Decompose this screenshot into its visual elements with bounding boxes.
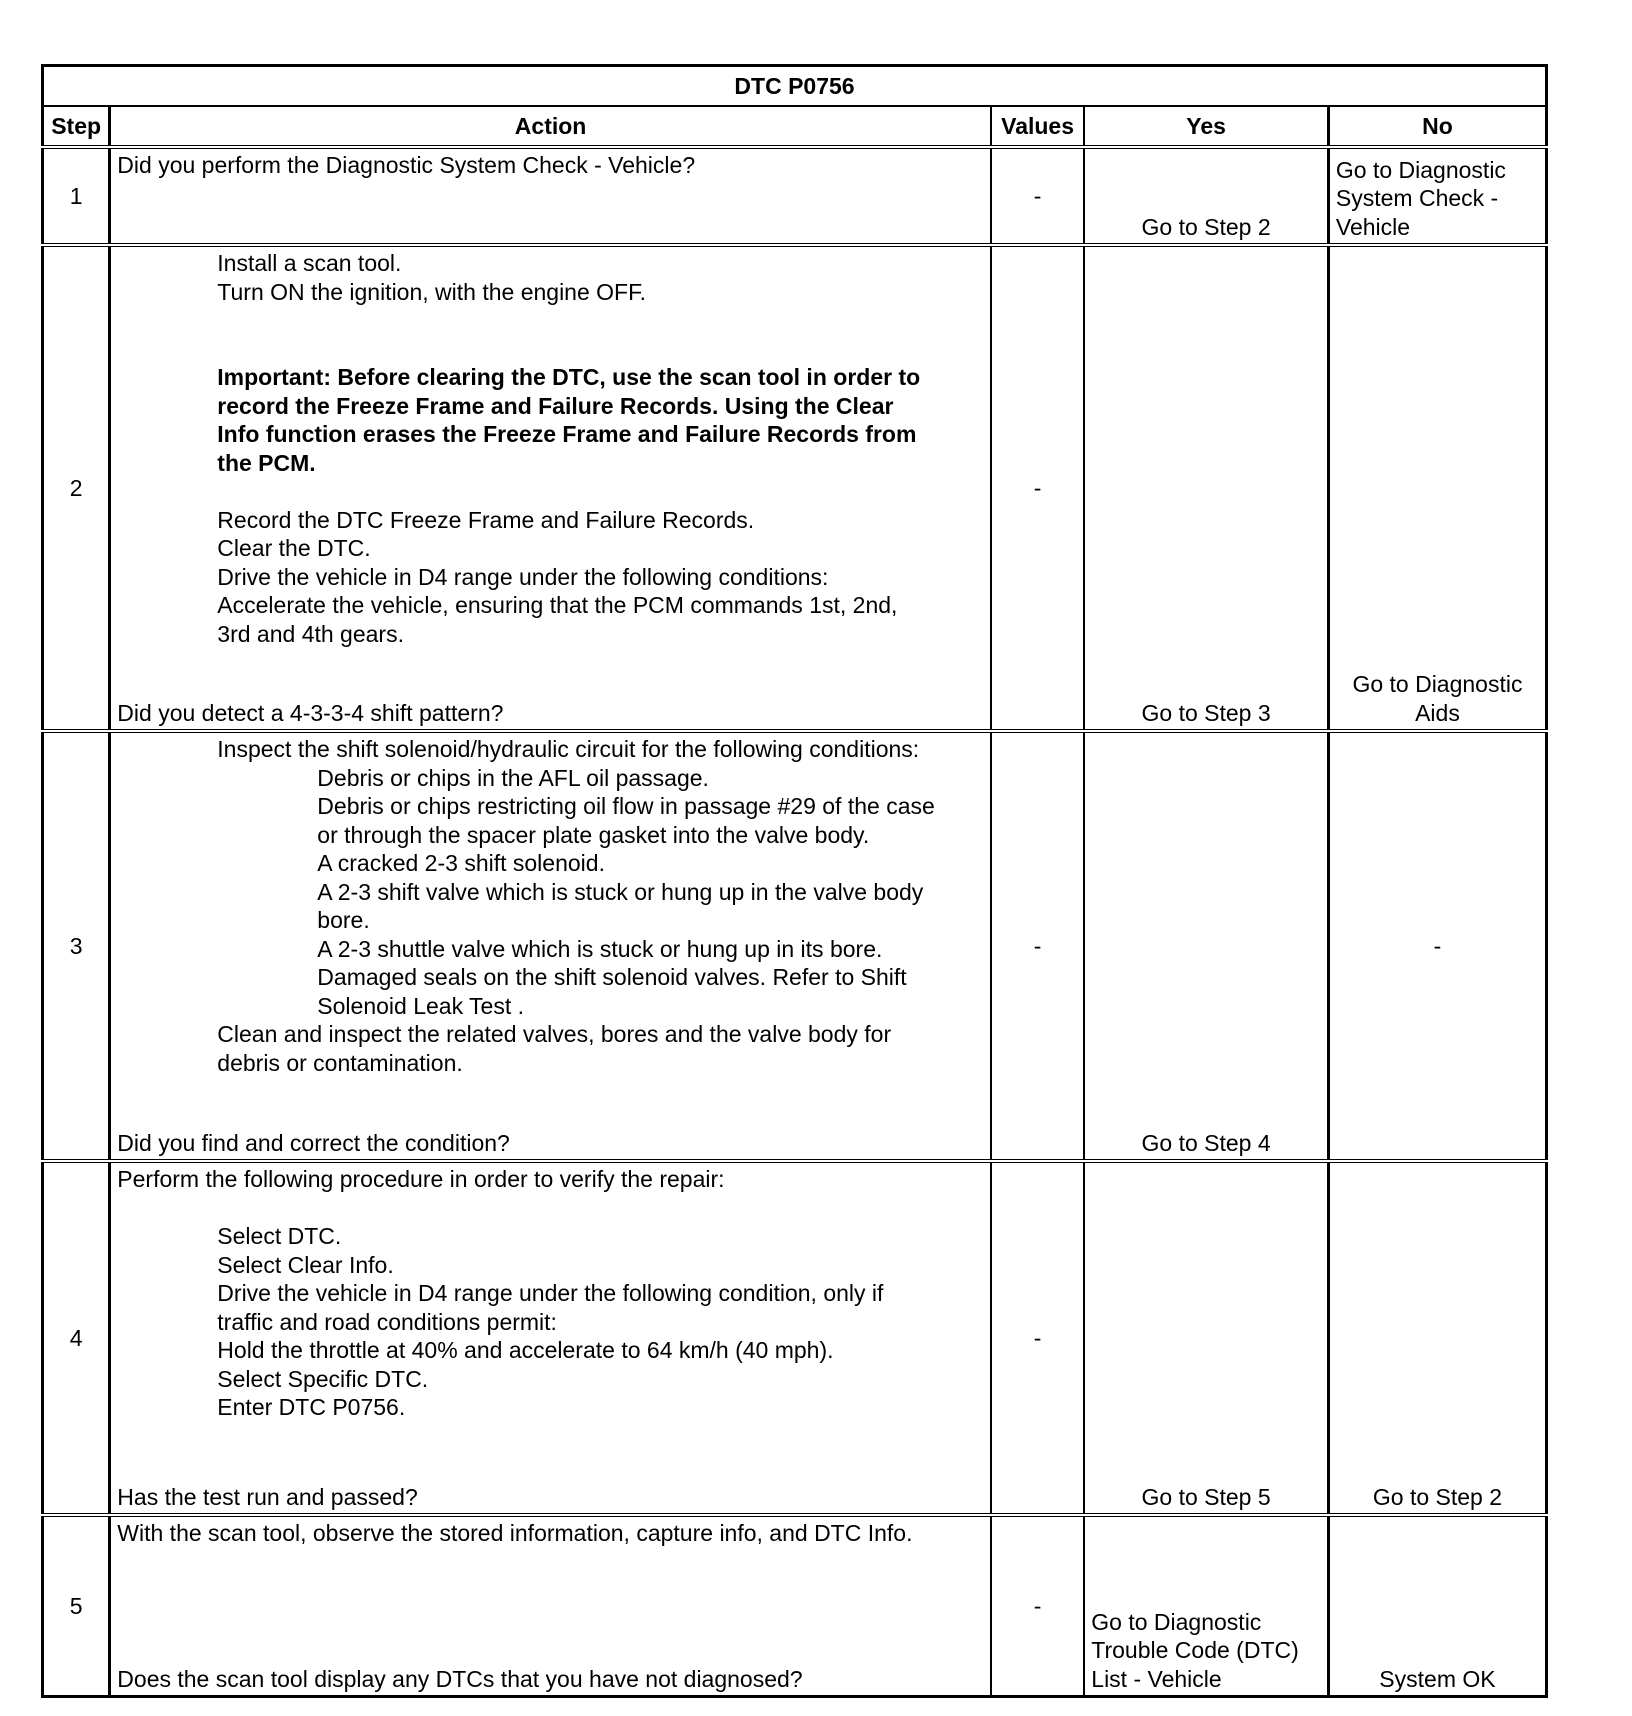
- yes-cell: [1084, 147, 1328, 245]
- step-number: 3: [43, 731, 110, 1161]
- no-text: Vehicle: [1335, 213, 1411, 240]
- no-cell: [1328, 1161, 1546, 1515]
- table-row: [43, 731, 1547, 1161]
- action-text: Turn ON the ignition, with the engine OFF.: [217, 278, 646, 305]
- action-text: traffic and road conditions permit:: [217, 1308, 557, 1335]
- important-note: Important: Before clearing the DTC, use the scan tool in order to: [217, 364, 921, 390]
- condition-item: Debris or chips in the AFL oil passage.: [317, 764, 709, 791]
- header-no: No: [1328, 106, 1546, 147]
- action-cell: [110, 1161, 991, 1515]
- action-text: With the scan tool, observe the stored information, capture info, and DTC Info.: [117, 1520, 913, 1546]
- action-text: debris or contamination.: [217, 1049, 463, 1076]
- condition-item: Damaged seals on the shift solenoid valves. Refer to Shift: [317, 964, 907, 990]
- yes-text: Go to Step 5: [1141, 1483, 1271, 1510]
- no-text: Go to Diagnostic: [1352, 671, 1523, 697]
- action-text: Drive the vehicle in D4 range under the following conditions:: [217, 563, 829, 590]
- values-cell: -: [991, 1515, 1084, 1697]
- table-row: [43, 1161, 1547, 1515]
- action-text: Did you perform the Diagnostic System Check - Vehicle?: [117, 152, 696, 178]
- header-step: Step: [43, 106, 110, 147]
- action-cell: [110, 245, 991, 731]
- action-text: Drive the vehicle in D4 range under the following condition, only if: [217, 1280, 884, 1306]
- yes-text: Go to Diagnostic: [1091, 1608, 1262, 1635]
- yes-text: Go to Step 3: [1141, 699, 1271, 726]
- question-text: Does the scan tool display any DTCs that you have not diagnosed?: [117, 1665, 803, 1692]
- table-title: DTC P0756: [43, 66, 1547, 107]
- action-text: 3rd and 4th gears.: [217, 620, 404, 647]
- table-row: [43, 245, 1547, 731]
- values-cell: -: [991, 147, 1084, 245]
- yes-text: Trouble Code (DTC): [1091, 1637, 1299, 1663]
- action-text: Select Clear Info.: [217, 1251, 394, 1278]
- question-text: Did you detect a 4-3-3-4 shift pattern?: [117, 699, 504, 726]
- yes-cell: [1084, 1515, 1328, 1697]
- condition-item: A 2-3 shuttle valve which is stuck or hung up in its bore.: [317, 935, 883, 962]
- table-row: [43, 1515, 1547, 1697]
- header-values: Values: [991, 106, 1084, 147]
- header-action: Action: [110, 106, 991, 147]
- question-text: Did you find and correct the condition?: [117, 1129, 510, 1156]
- action-text: Select Specific DTC.: [217, 1365, 429, 1392]
- no-text: Aids: [1415, 699, 1460, 726]
- yes-text: List - Vehicle: [1091, 1665, 1222, 1692]
- yes-text: Go to Step 4: [1141, 1129, 1271, 1156]
- values-cell: -: [991, 731, 1084, 1161]
- values-cell: -: [991, 1161, 1084, 1515]
- values-cell: -: [991, 245, 1084, 731]
- action-text: Enter DTC P0756.: [217, 1394, 406, 1420]
- no-cell: [1328, 1515, 1546, 1697]
- condition-item: Solenoid Leak Test .: [317, 992, 525, 1019]
- action-text: Clear the DTC.: [217, 535, 371, 561]
- condition-item: Debris or chips restricting oil flow in passage #29 of the case: [317, 793, 935, 819]
- important-note: Info function erases the Freeze Frame and Failure Records from: [217, 421, 917, 447]
- dtc-table: [41, 64, 1548, 1698]
- step-number: 1: [43, 147, 110, 245]
- action-text: Install a scan tool.: [217, 250, 402, 276]
- yes-text: Go to Step 2: [1141, 213, 1271, 240]
- table-row: [43, 147, 1547, 245]
- action-cell: [110, 731, 991, 1161]
- action-text: Hold the throttle at 40% and accelerate to 64 km/h (40 mph).: [217, 1337, 834, 1363]
- condition-item: bore.: [317, 907, 370, 933]
- step-number: 2: [43, 245, 110, 731]
- no-cell: [1328, 731, 1546, 1161]
- action-text: Perform the following procedure in order to verify the repair:: [117, 1166, 725, 1192]
- action-cell: [110, 1515, 991, 1697]
- header-yes: Yes: [1084, 106, 1328, 147]
- important-note: record the Freeze Frame and Failure Records. Using the Clear: [217, 392, 894, 419]
- no-text: Go to Diagnostic: [1335, 156, 1506, 183]
- yes-cell: [1084, 245, 1328, 731]
- no-cell: [1328, 147, 1546, 245]
- condition-item: A 2-3 shift valve which is stuck or hung up in the valve body: [317, 878, 924, 905]
- no-text: -: [1433, 932, 1442, 959]
- important-note: the PCM.: [217, 449, 316, 476]
- yes-cell: [1084, 731, 1328, 1161]
- action-text: Inspect the shift solenoid/hydraulic circuit for the following conditions:: [217, 736, 920, 762]
- condition-item: A cracked 2-3 shift solenoid.: [317, 850, 605, 876]
- no-text: System OK: [1379, 1665, 1496, 1692]
- action-text: Select DTC.: [217, 1223, 342, 1249]
- step-number: 4: [43, 1161, 110, 1515]
- condition-item: or through the spacer plate gasket into the valve body.: [317, 821, 870, 848]
- step-number: 5: [43, 1515, 110, 1697]
- question-text: Has the test run and passed?: [117, 1483, 418, 1510]
- action-text: Accelerate the vehicle, ensuring that the PCM commands 1st, 2nd,: [217, 592, 898, 618]
- yes-cell: [1084, 1161, 1328, 1515]
- action-text: Clean and inspect the related valves, bores and the valve body for: [217, 1021, 892, 1047]
- no-text: Go to Step 2: [1372, 1483, 1503, 1510]
- action-text: Record the DTC Freeze Frame and Failure Records.: [217, 506, 755, 533]
- no-text: System Check -: [1335, 185, 1499, 211]
- action-cell: [110, 147, 991, 245]
- no-cell: [1328, 245, 1546, 731]
